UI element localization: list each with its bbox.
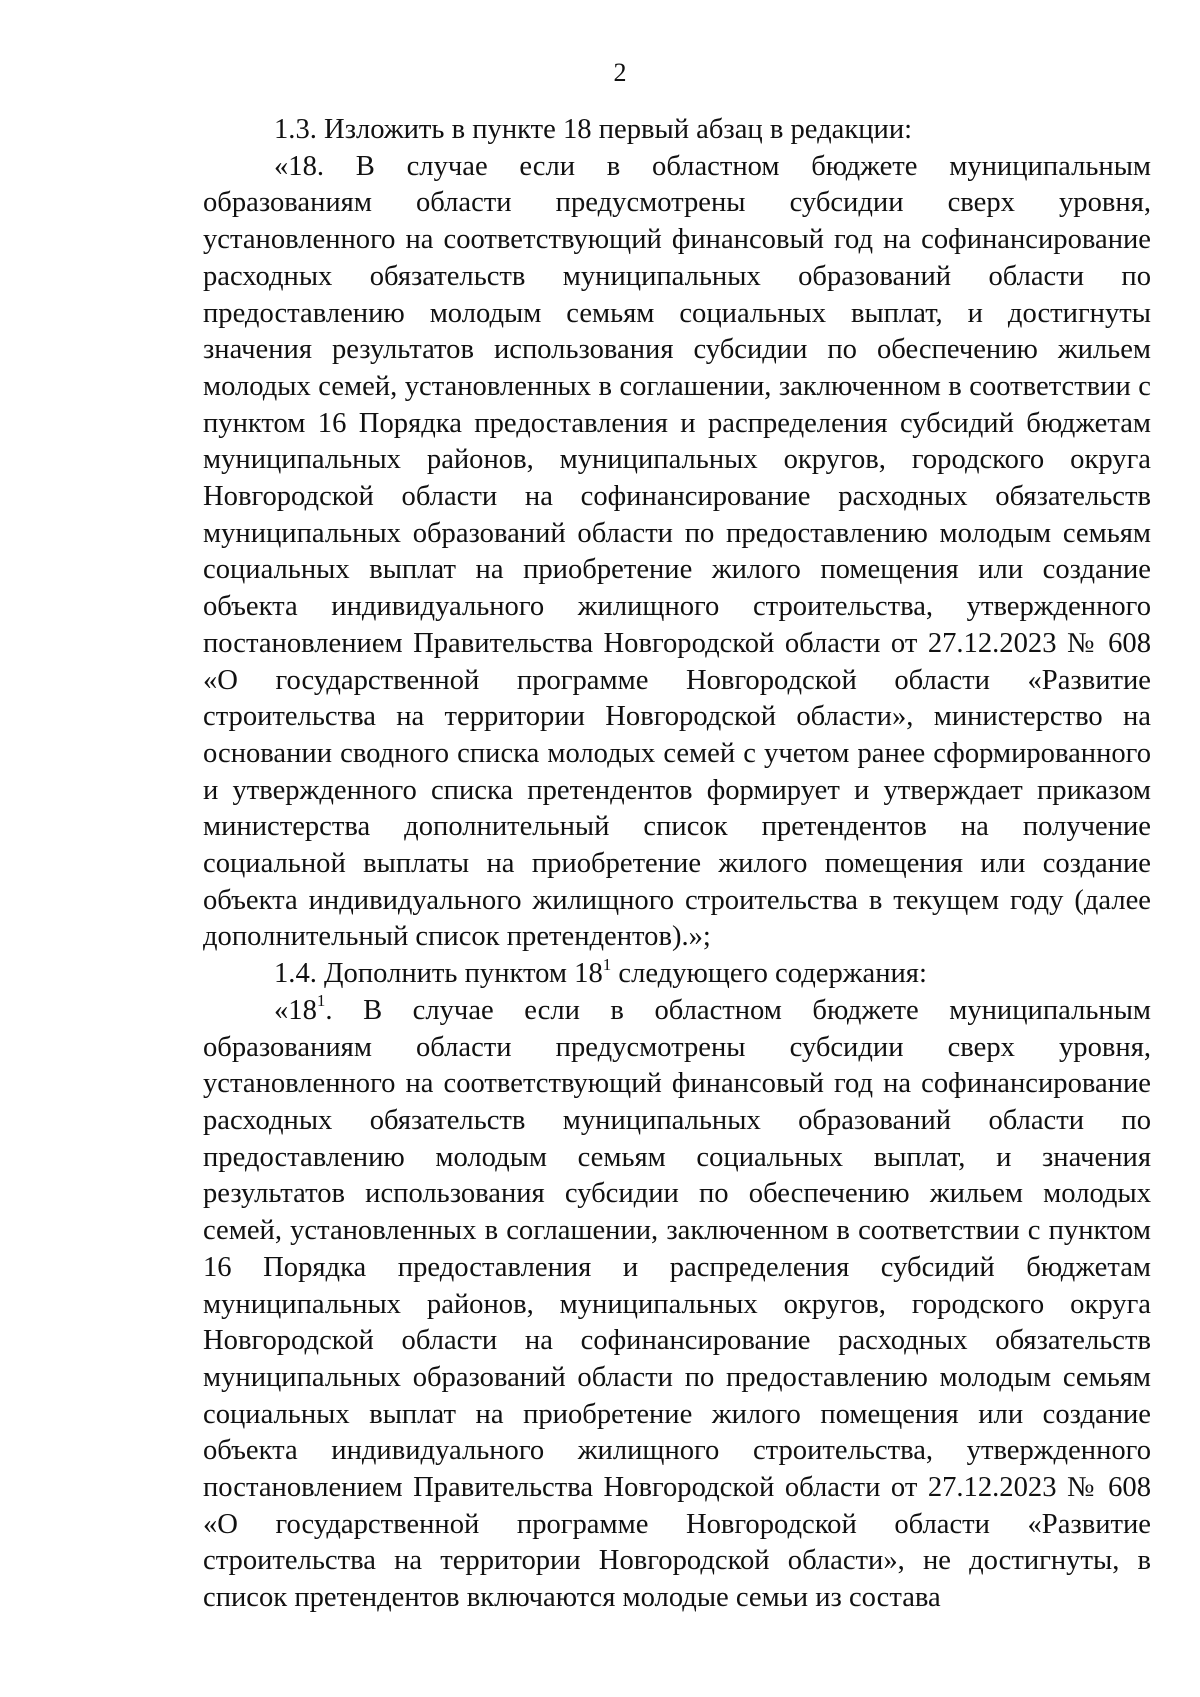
paragraph-point-18-1 [203, 993, 1151, 1617]
page-number: 2 [613, 58, 627, 87]
superscript: 1 [602, 954, 612, 974]
paragraph-1-3: 1.3. Изложить в пункте 18 первый абзац в редакции: [274, 114, 913, 145]
superscript: 1 [316, 991, 326, 1011]
paragraph-1-4-text: 1.4. Дополнить пунктом 18 [274, 958, 603, 990]
paragraph-point-18: «18. В случае если в областном бюджете муниципальным образованиям области предусмотрены субсидии сверх уровня, установленного на соответствующий финансовый год на софинансирование расходных обязательств муниципальных образований области по предоставлению молодым семьям социальных выплат, и достигнуты значения результатов использования субсидии по обеспечению жильем молодых семей, установленных в соглашении, заключенном в соответствии с пунктом 16 Порядка предоставления и распределения субсидий бюджетам муниципальных районов, муниципальных округов, городского округа Новгородской области на софинансирование расходных обязательств муниципальных образований области по предоставлению молодым семьям социальных выплат на приобретение жилого помещения или создание объекта индивидуального жилищного строительства, утвержденного постановлением Правительства Новгородской области от 27.12.2023 № 608 «О государственной программе Новгородской области «Развитие строительства на территории Новгородской области», министерство на основании сводного списка молодых семей с учетом ранее сформированного и утвержденного списка претендентов формирует и утверждает приказом министерства дополнительный список претендентов на получение социальной выплаты на приобретение жилого помещения или создание объекта индивидуального жилищного строительства в текущем году (далее дополнительный список претендентов).»; [203, 150, 1151, 953]
paragraph-1-4 [203, 956, 1151, 993]
point-18-1-number: «18 [274, 994, 317, 1026]
document-body [203, 112, 1151, 1617]
paragraph-1-4-text-end: следующего содержания: [611, 958, 927, 990]
point-18-1-text: . В случае если в областном бюджете муниципальным образованиям области предусмотрены субсидии сверх уровня, установленного на соответствующий финансовый год на софинансирование расходных обязательств муниципальных образований области по предоставлению молодым семьям социальных выплат, и значения результатов использования субсидии по обеспечению жильем молодых семей, установленных в соглашении, заключенном в соответствии с пунктом 16 Порядка предоставления и распределения субсидий бюджетам муниципальных районов, муниципальных округов, городского округа Новгородской области на софинансирование расходных обязательств муниципальных образований области по предоставлению молодым семьям социальных выплат на приобретение жилого помещения или создание объекта индивидуального жилищного строительства, утвержденного постановлением Правительства Новгородской области от 27.12.2023 № 608 «О государственной программе Новгородской области «Развитие строительства на территории Новгородской области», не достигнуты, в список претендентов включаются молодые семьи из состава [203, 994, 1151, 1614]
